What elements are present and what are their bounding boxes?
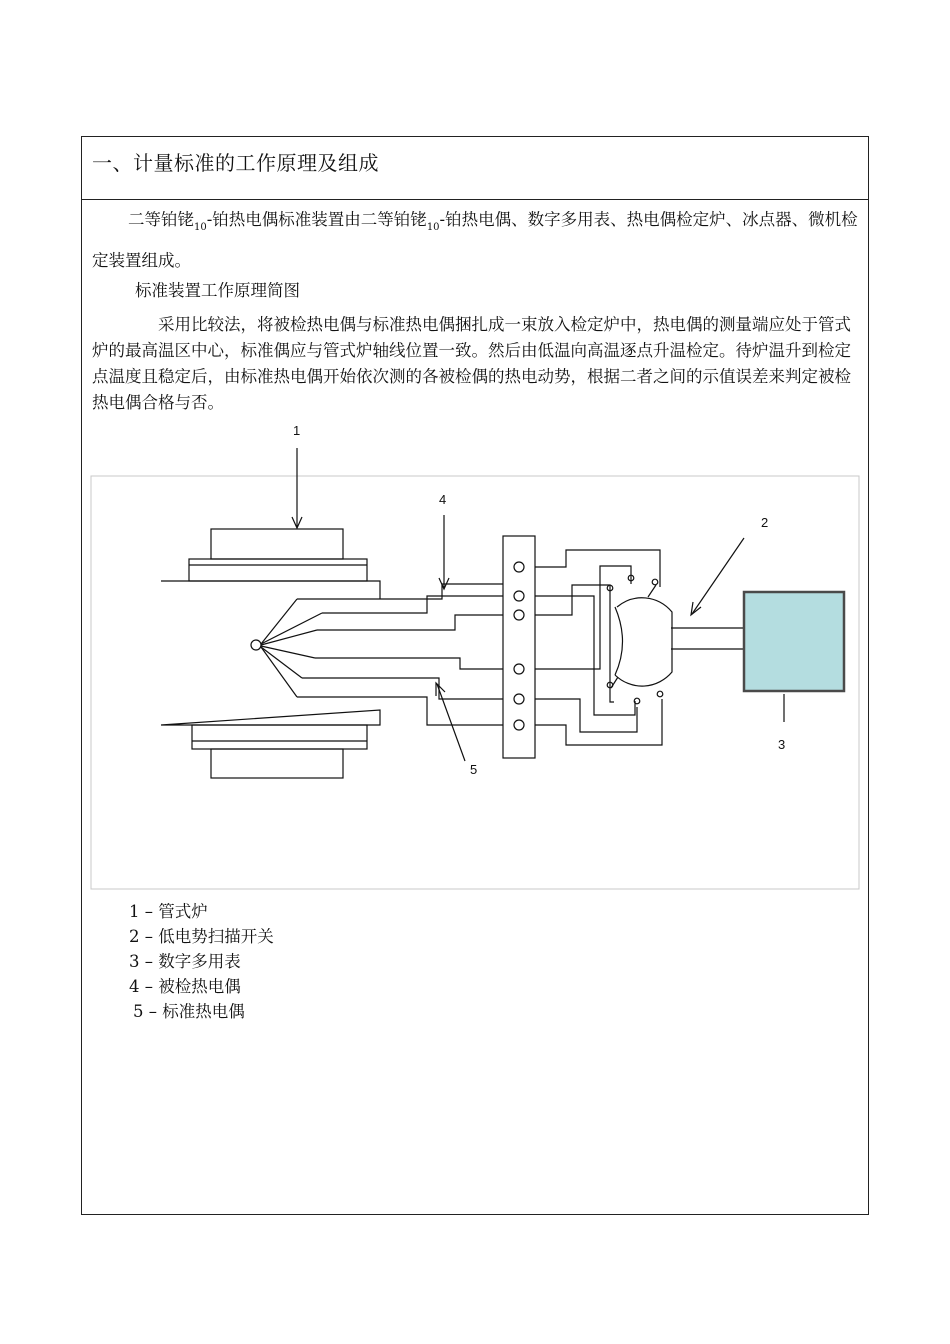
principle-text: 采用比较法，将被检热电偶与标准热电偶捆扎成一束放入检定炉中，热电偶的测量端应处于管式炉的最高温区中心，标准偶应与管式炉轴线位置一致。然后由低温向高温逐点升温检定。待炉温升到检定点温度且稳定后，由标准热电偶开始依次测的各被检偶的热电动势，根据二者之间的示值误差来判定被检热电偶合格与否。 (92, 315, 851, 412)
legend (129, 899, 274, 1024)
terminal-block (503, 536, 535, 758)
furnace-bottom-block (211, 749, 343, 778)
legend-item: 4 – 被检热电偶 (129, 977, 241, 996)
scan-switch[interactable] (607, 575, 672, 704)
form-table (81, 136, 869, 1215)
composition-subscript-1: 10 (194, 222, 207, 233)
diagram-caption: 标准装置工作原理简图 (135, 281, 300, 300)
schematic-diagram (82, 137, 868, 897)
measuring-junction (251, 640, 261, 650)
section-title: 一、计量标准的工作原理及组成 (92, 151, 379, 175)
legend-item: 3 – 数字多用表 (129, 952, 241, 971)
furnace-top-block (211, 529, 343, 559)
callout-5: 5 (470, 762, 478, 777)
furnace-bottom-flange (192, 725, 367, 749)
callout-4: 4 (439, 492, 447, 507)
composition-text-2: -铂热电偶标准装置由二等铂铑 (206, 210, 427, 229)
callout-3: 3 (778, 737, 786, 752)
composition-text-1: 二等铂铑 (128, 210, 194, 229)
terminal-block-screws (514, 562, 524, 730)
callout-arrows (292, 448, 784, 761)
legend-item: 2 – 低电势扫描开关 (129, 927, 274, 946)
furnace-body (161, 581, 380, 725)
composition-text-3: -铂热电偶、数字多用表、热电偶检定炉、冰点器、微机检定装置组成。 (92, 210, 858, 270)
composition-subscript-2: 10 (426, 222, 440, 233)
legend-item: 1 – 管式炉 (129, 902, 208, 921)
furnace-top-flange (189, 559, 367, 581)
callout-2: 2 (761, 515, 769, 530)
callout-1: 1 (293, 423, 301, 438)
digital-multimeter (744, 592, 844, 691)
legend-item: 5 – 标准热电偶 (133, 1002, 245, 1021)
